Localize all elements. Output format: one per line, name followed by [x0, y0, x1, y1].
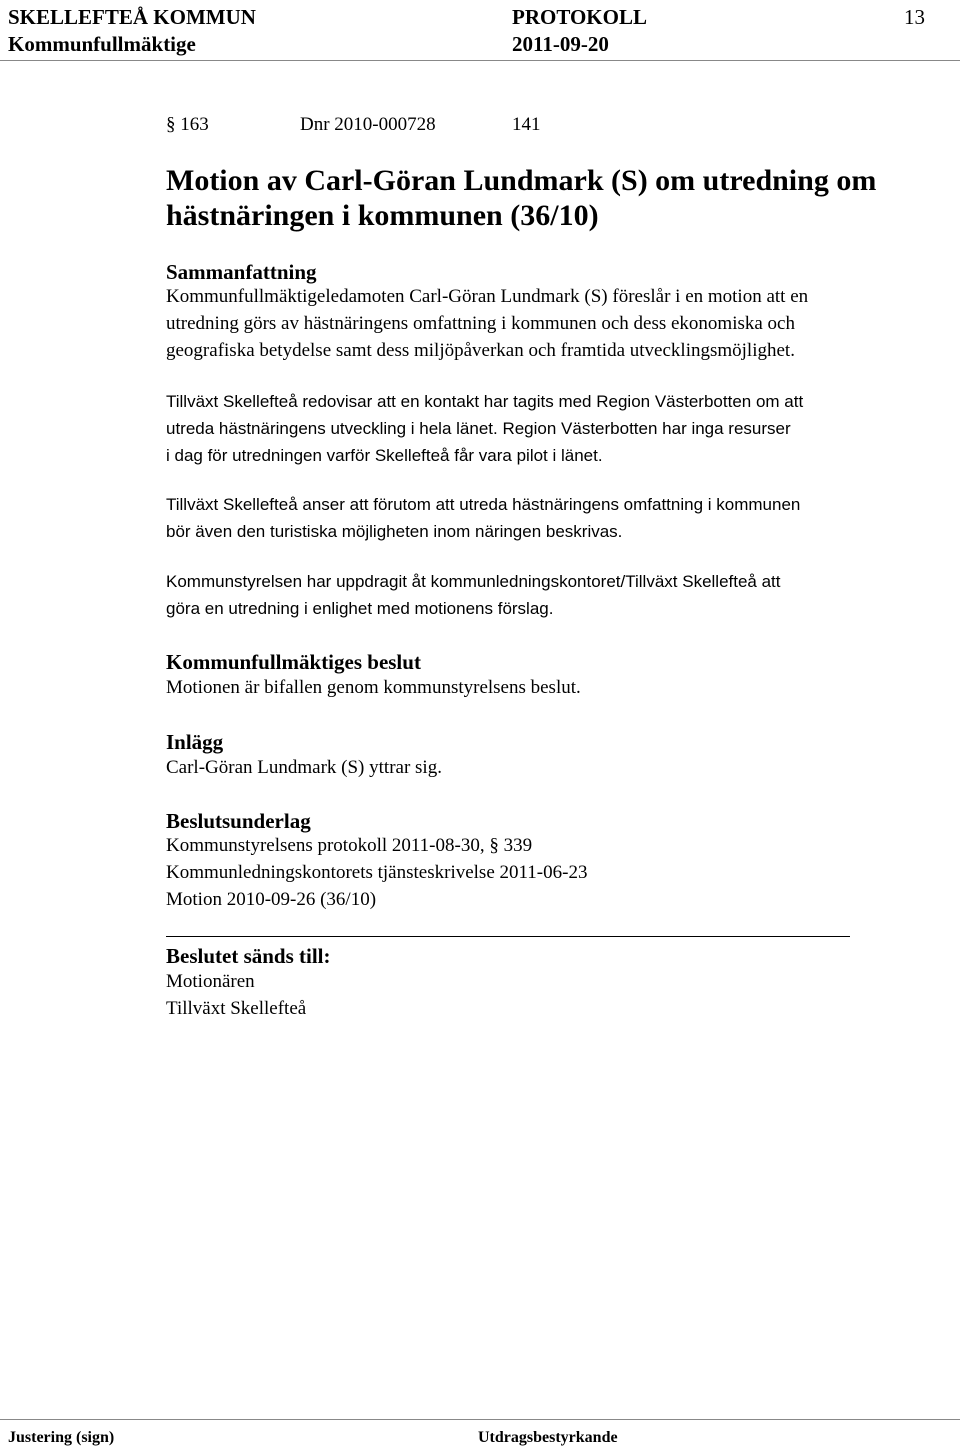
- meeting-date: 2011-09-20: [512, 32, 609, 56]
- page-number: 13: [904, 5, 925, 29]
- separator-line: [166, 936, 850, 937]
- inlagg-text: Carl-Göran Lundmark (S) yttrar sig.: [166, 757, 442, 778]
- summary-line: geografiska betydelse samt dess miljöpåverkan och framtida utvecklingsmöjlighet.: [166, 340, 795, 361]
- paragraph-line: Tillväxt Skellefteå redovisar att en kontakt har tagits med Region Västerbotten om att: [166, 392, 804, 411]
- beslut-heading: Kommunfullmäktiges beslut: [166, 650, 421, 674]
- org-name: SKELLEFTEÅ KOMMUN: [8, 5, 256, 29]
- beslutsunderlag-heading: Beslutsunderlag: [166, 809, 311, 833]
- summary-line: Kommunfullmäktigeledamoten Carl-Göran Lundmark (S) föreslår i en motion att en: [166, 286, 809, 307]
- summary-line: utredning görs av hästnäringens omfattning i kommunen och dess ekonomiska och: [166, 313, 795, 334]
- recipient: Motionären: [166, 971, 255, 992]
- doc-type: PROTOKOLL: [512, 5, 647, 29]
- paragraph-line: bör även den turistiska möjligheten inom näringen beskrivas.: [166, 522, 623, 541]
- underlag-item: Motion 2010-09-26 (36/10): [166, 889, 377, 910]
- justering-label: Justering (sign): [8, 1429, 115, 1446]
- body-name: Kommunfullmäktige: [8, 32, 196, 56]
- page-title-line-2: hästnäringen i kommunen (36/10): [166, 199, 599, 232]
- paragraph-line: utreda hästnäringens utveckling i hela länet. Region Västerbotten har inga resurser: [166, 419, 791, 438]
- section-ref: § 163: [166, 114, 209, 135]
- inlagg-heading: Inlägg: [166, 730, 224, 754]
- sands-till-heading: Beslutet sänds till:: [166, 944, 331, 968]
- dnr: Dnr 2010-000728: [300, 114, 436, 135]
- underlag-item: Kommunledningskontorets tjänsteskrivelse 2011-06-23: [166, 862, 588, 883]
- underlag-item: Kommunstyrelsens protokoll 2011-08-30, § 339: [166, 835, 533, 856]
- beslut-text: Motionen är bifallen genom kommunstyrelsens beslut.: [166, 677, 581, 698]
- page-title-line-1: Motion av Carl-Göran Lundmark (S) om utredning om: [166, 164, 877, 197]
- utdrag-label: Utdragsbestyrkande: [478, 1429, 618, 1446]
- recipient: Tillväxt Skellefteå: [166, 998, 307, 1019]
- sammanfattning-heading: Sammanfattning: [166, 260, 317, 284]
- header-divider: [0, 60, 960, 61]
- paragraph-line: i dag för utredningen varför Skellefteå får vara pilot i länet.: [166, 446, 603, 465]
- paragraph-line: göra en utredning i enlighet med motionens förslag.: [166, 599, 554, 618]
- item-code: 141: [512, 114, 541, 135]
- paragraph-line: Tillväxt Skellefteå anser att förutom att utreda hästnäringens omfattning i kommunen: [166, 495, 801, 514]
- paragraph-line: Kommunstyrelsen har uppdragit åt kommunledningskontoret/Tillväxt Skellefteå att: [166, 572, 781, 591]
- footer-divider: [0, 1419, 960, 1420]
